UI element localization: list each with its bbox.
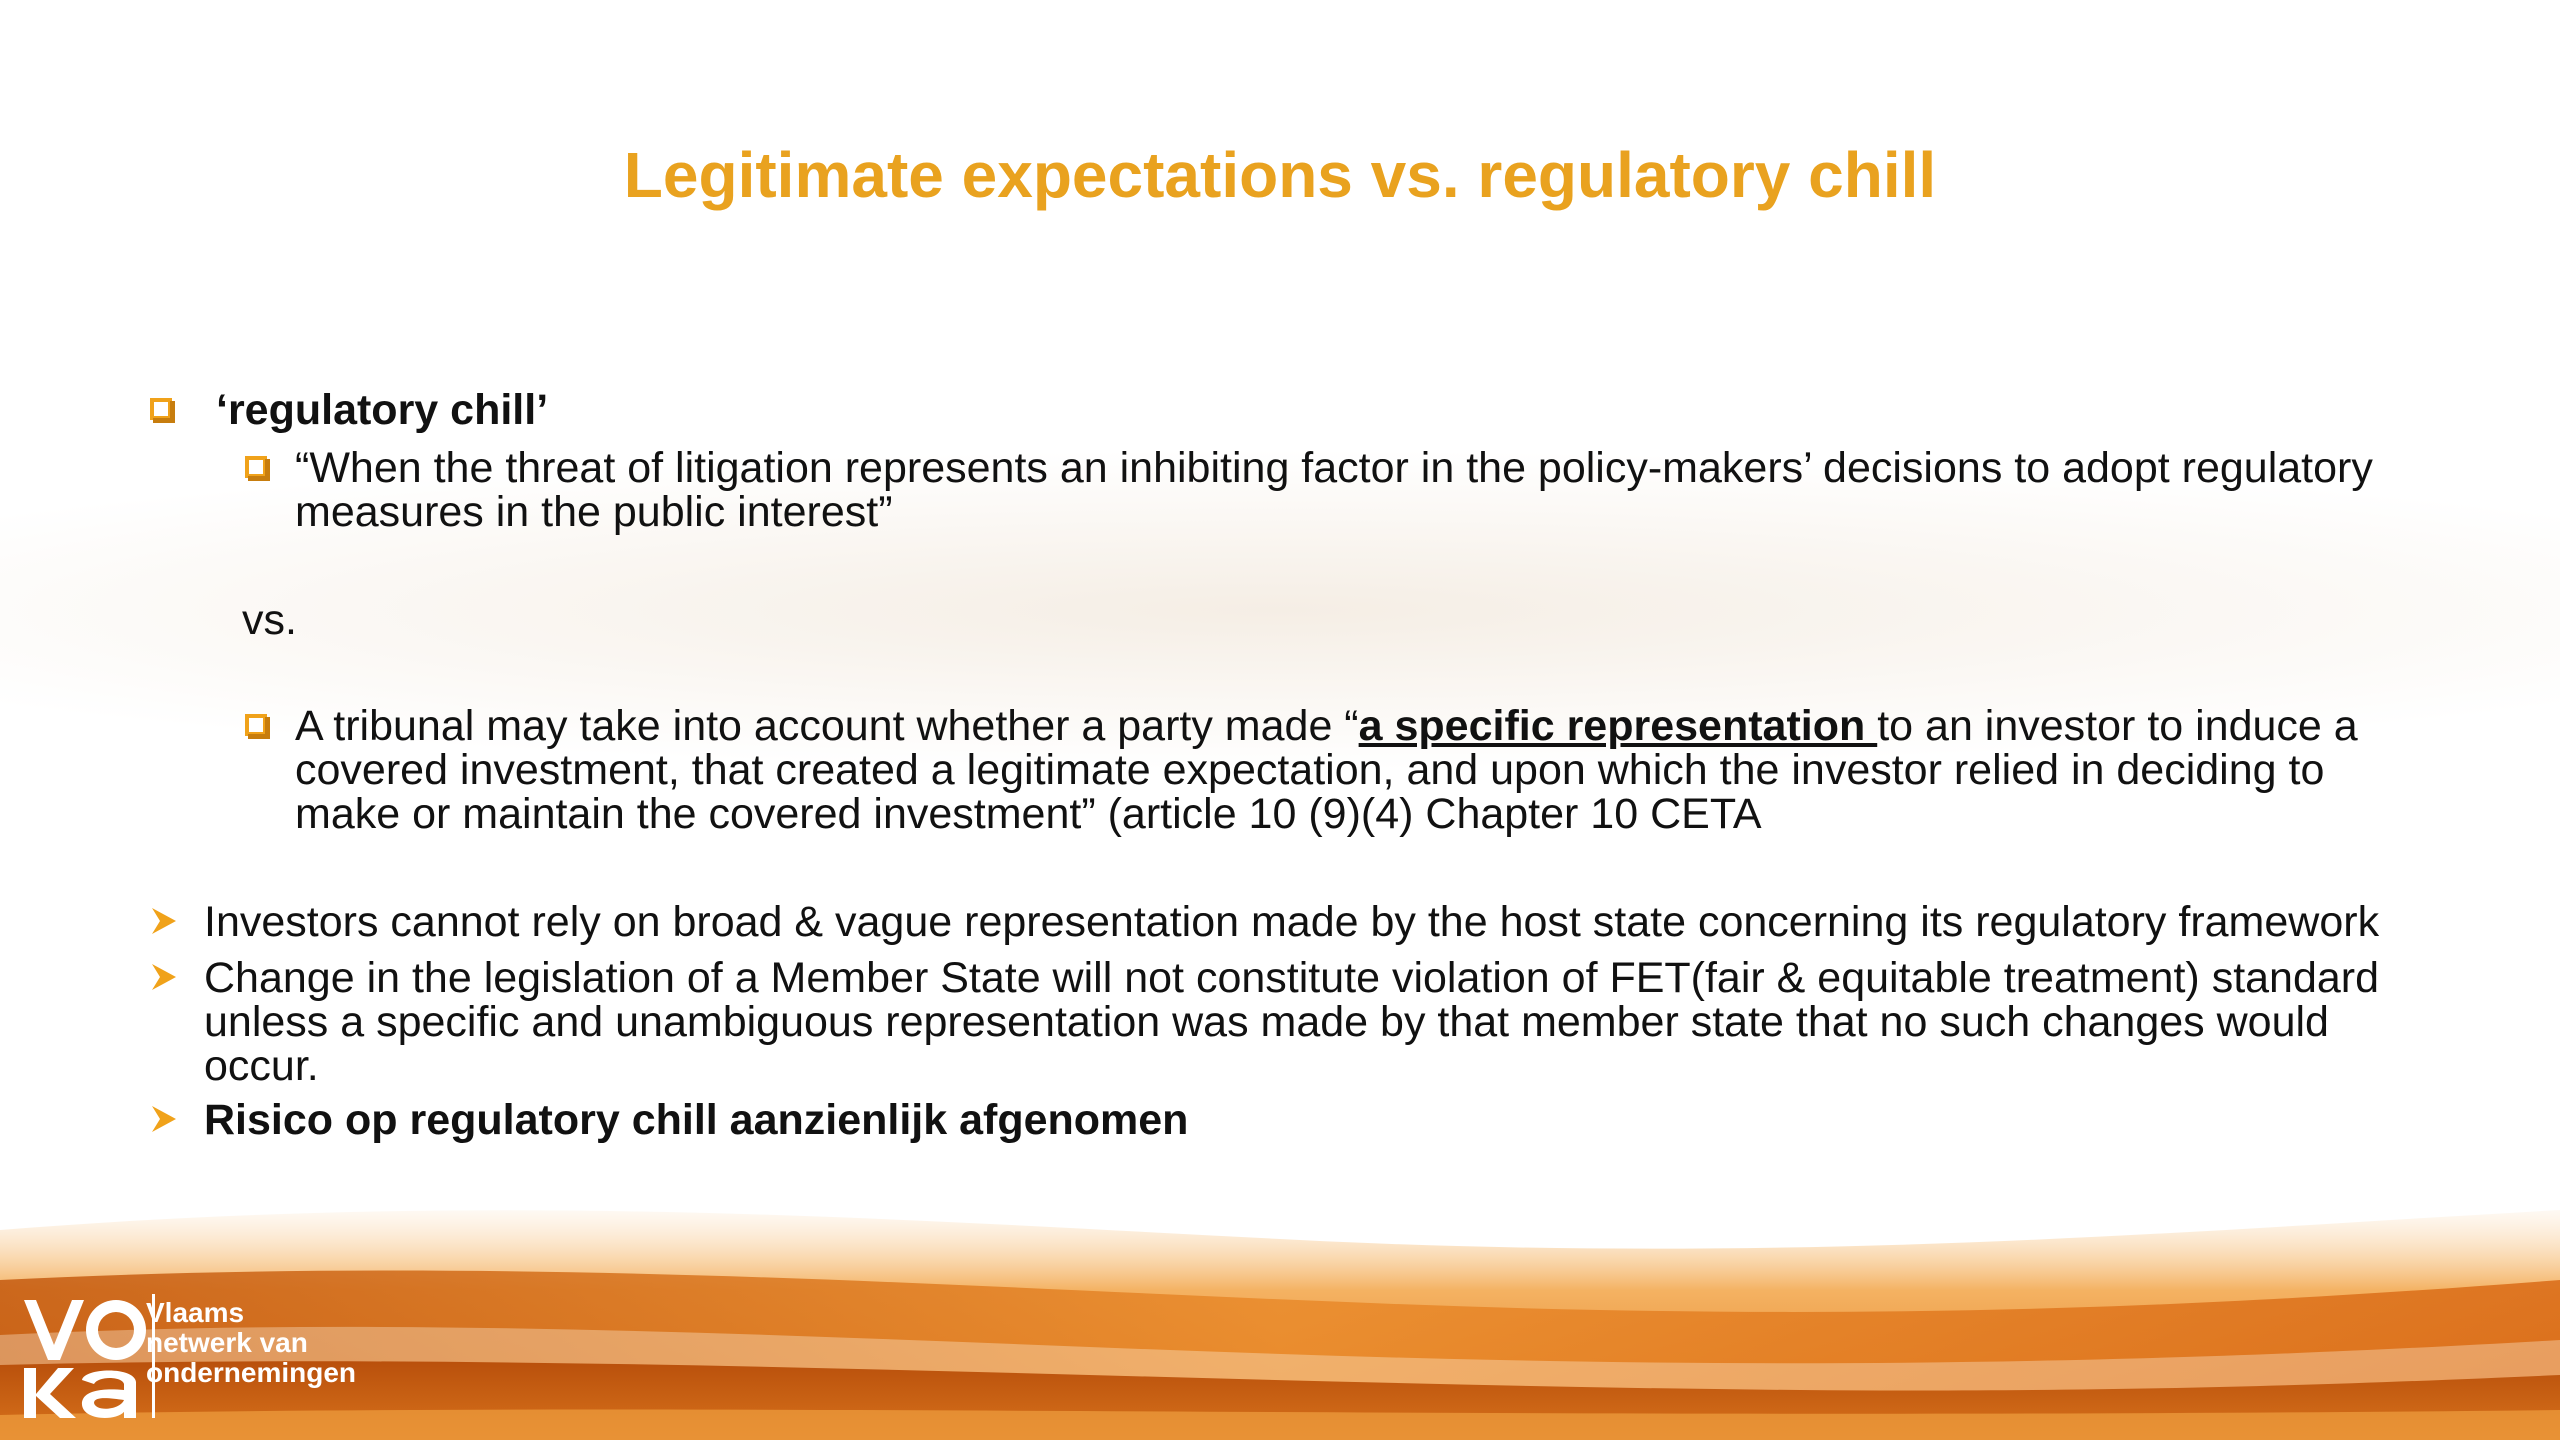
sub-bullet-tribunal bbox=[245, 704, 2430, 836]
tribunal-suffix: to an investor to induce a covered investment, that created a legitimate expectation, and upon which the investor relied in deciding to make or maintain the covered investment” (article 10 (9)(4) Chapter 10 CETA bbox=[295, 702, 2358, 838]
bullet-regulatory-chill bbox=[150, 388, 2430, 432]
slide-title: Legitimate expectations vs. regulatory chill bbox=[623, 139, 1937, 211]
logo-text bbox=[146, 1298, 356, 1388]
checkbox-bullet-icon bbox=[245, 714, 267, 736]
vs-label: vs. bbox=[242, 596, 297, 644]
tribunal-prefix: A tribunal may take into account whether a party made “ bbox=[295, 702, 1359, 750]
logo-line-3: ondernemingen bbox=[146, 1357, 357, 1388]
quote-text: “When the threat of litigation represents an inhibiting factor in the policy-makers’ decisions to adopt regulatory measures in the public interest” bbox=[295, 444, 2373, 536]
arrow-bullet-icon bbox=[150, 1104, 178, 1134]
logo-line-2: netwerk van bbox=[146, 1327, 308, 1358]
arrow-item bbox=[150, 1098, 2430, 1142]
arrow-bullet-icon bbox=[150, 962, 178, 992]
arrow-bullet-icon bbox=[150, 906, 178, 936]
arrow-item bbox=[150, 956, 2430, 1088]
slide-content bbox=[150, 388, 2430, 1142]
checkbox-bullet-icon bbox=[150, 398, 172, 420]
arrow-item-text: Risico op regulatory chill aanzienlijk afgenomen bbox=[204, 1096, 1189, 1144]
arrow-item bbox=[150, 900, 2430, 944]
logo-line-1: Vlaams bbox=[146, 1297, 245, 1328]
arrow-item-text: Investors cannot rely on broad & vague representation made by the host state concerning its regulatory framework bbox=[204, 898, 2380, 946]
checkbox-bullet-icon bbox=[245, 456, 267, 478]
bullet-label: ‘regulatory chill’ bbox=[216, 386, 549, 434]
arrow-item-text: Change in the legislation of a Member State will not constitute violation of FET(fair & equitable treatment) standard unless a specific and unambiguous representation was made by that member state that no such changes would occur. bbox=[204, 954, 2380, 1090]
specific-representation-text: a specific representation bbox=[1358, 702, 1878, 750]
sub-bullet-quote bbox=[245, 446, 2430, 534]
